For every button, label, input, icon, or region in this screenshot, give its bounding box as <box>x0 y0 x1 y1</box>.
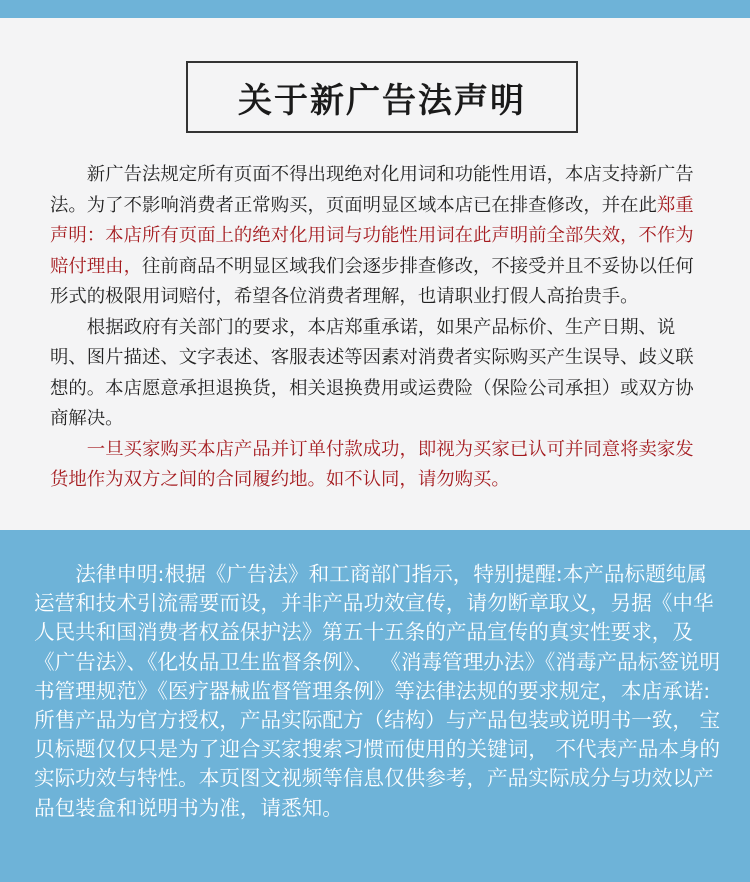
policy-text: 新广告法规定所有页面不得出现绝对化用词和功能性用语，本店支持新广告法。为了不影响消费者正常购买，页面明显区域本店已在排查修改，并在此 <box>50 164 694 216</box>
top-accent-bar <box>0 0 750 18</box>
policy-declaration-red: 郑重声明：本店所有页面上的绝对化用词与功能性用词在此声明前全部失效，不作为赔付理由， <box>50 194 694 277</box>
paragraph-policy <box>50 160 704 313</box>
title-frame <box>186 61 578 133</box>
paragraph-contract-location: 一旦买家购买本店产品并订单付款成功，即视为买家已认可并同意将卖家发货地作为双方之间的合同履约地。如不认同，请勿购买。 <box>50 438 694 490</box>
statement-body <box>50 160 704 496</box>
paragraph-commitment: 根据政府有关部门的要求，本店郑重承诺，如果产品标价、生产日期、说明、图片描述、文字表述、客服表述等因素对消费者实际购买产生误导、歧义联想的。本店愿意承担退换货，相关退换费用或运费险（保险公司承担）或双方协商解决。 <box>50 316 694 429</box>
page-title: 关于新广告法声明 <box>238 80 526 121</box>
legal-statement: 法律申明:根据《广告法》和工商部门指示，特别提醒:本产品标题纯属运营和技术引流需要而设，并非产品功效宣传，请勿断章取义，另据《中华人民共和国消费者权益保护法》第五十五条的产品宣传的真实性要求，及《广告法》、《化妆品卫生监督条例》、 《消毒管理办法》《消毒产品标签说明书管理规范》《医疗器械监督管理条例》等法律法规的要求规定，本店承诺:所售产品为官方授权，产品实际配方（结构）与产品包装或说明书一致， 宝贝标题仅仅只是为了迎合买家搜索习惯而使用的关键词， 不代表产品本身的实际功效与特性。本页图文视频等信息仅供参考，产品实际成分与功效以产品包装盒和说明书为准，请悉知。 <box>34 562 721 820</box>
policy-text-continued: 往前商品不明显区域我们会逐步排查修改，不接受并且不妥协以任何形式的极限用词赔付，希望各位消费者理解，也请职业打假人高抬贵手。 <box>50 255 694 307</box>
